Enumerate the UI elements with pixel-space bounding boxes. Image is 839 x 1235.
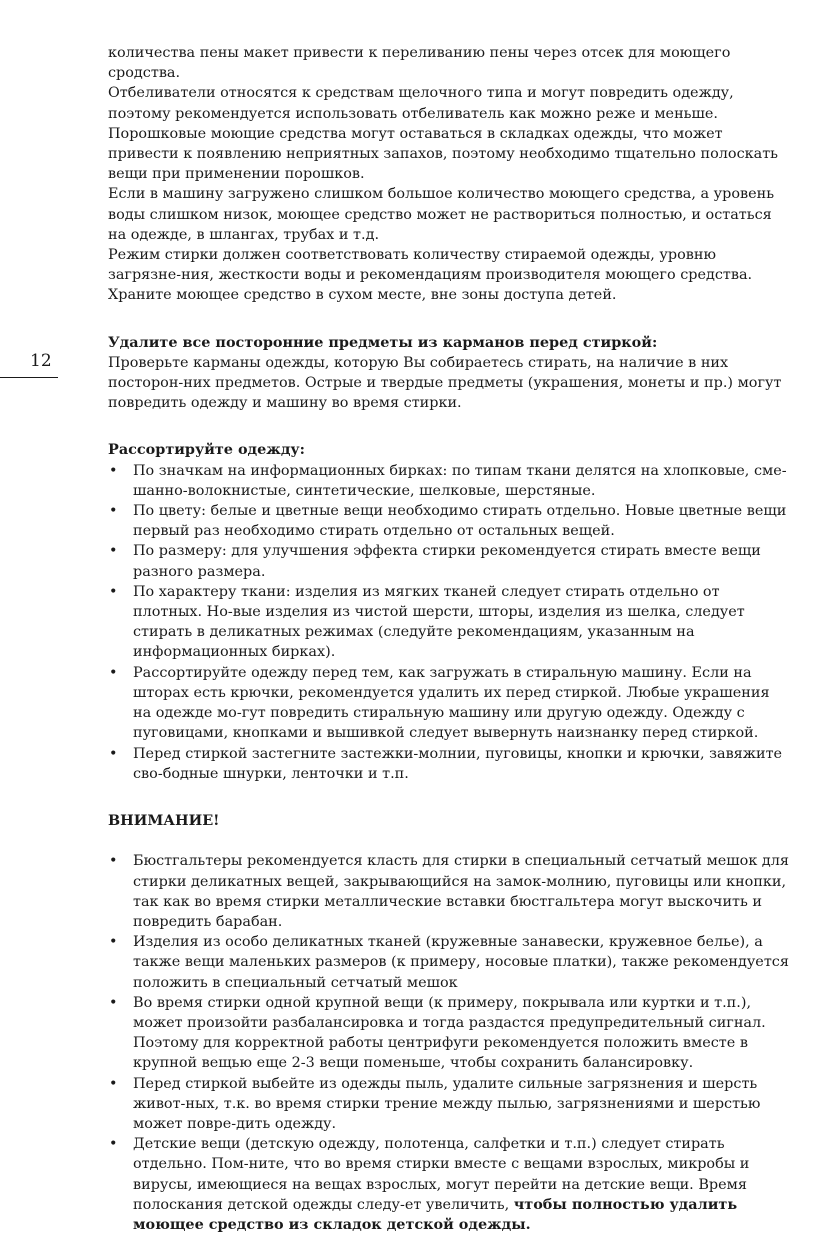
page-number-rule <box>0 377 58 378</box>
pockets-heading: Удалите все посторонние предметы из карманов перед стиркой: <box>108 333 658 351</box>
page-number: 12 <box>30 351 52 371</box>
intro-paragraph: Отбеливатели относятся к средствам щелочного типа и могут повредить одежду, поэтому рекомендуется использовать отбеливатель как можно реже и меньше. <box>108 85 734 122</box>
section-spacer <box>108 784 790 811</box>
intro-paragraph: Режим стирки должен соответствовать количеству стираемой одежды, уровню загрязне-ния, жесткости воды и рекомендациям производителя моющего средства. <box>108 247 753 284</box>
list-item-text: Детские вещи (детскую одежду, полотенца, салфетки и т.п.) следует стирать отдельно. Пом-ните, что во время стирки вместе с вещами взрослых, микробы и вирусы, имеющиеся на вещах взрослых, могут перейти на детские вещи. Время полоскания детской одежды следу-ет увеличить, <box>133 1136 750 1213</box>
sort-heading: Рассортируйте одежду: <box>108 441 305 459</box>
list-item: • Во время стирки одной крупной вещи (к примеру, покрывала или куртки и т.п.), может произойти разбалансировка и тогда раздастся предупредительный сигнал. Поэтому для корректной работы центрифуги рекомендуется положить вместе в крупной вещью еще 2-3 вещи поменьше, чтобы сохранить балансировку. <box>108 993 790 1074</box>
pockets-text: Проверьте карманы одежды, которую Вы собираетесь стирать, на наличие в них посторон-них предметов. Острые и твердые предметы (украшения, монеты и пр.) могут повредить одежду и машину во время стирки. <box>108 354 782 412</box>
list-item: • Перед стиркой выбейте из одежды пыль, удалите сильные загрязнения и шерсть живот-ных, т.к. во время стирки трение между пылью, загрязнениями и шерстью может повре-дить одежду. <box>108 1074 790 1135</box>
intro-paragraph: Если в машину загружено слишком большое количество моющего средства, а уровень воды слишком низок, моющее средство может не раствориться полностью, и остаться на одежде, в шлангах, трубах и т.д. <box>108 186 775 243</box>
attention-heading: ВНИМАНИЕ! <box>108 811 220 829</box>
list-item-bold-text: чтобы полностью удалить моющее средство из складок детской одежды. <box>133 1195 738 1233</box>
list-item: • По характеру ткани: изделия из мягких тканей следует стирать отдельно от плотных. Но-вые изделия из чистой шерсти, шторы, изделия из шелка, следует стирать в деликатных режимах (следуйте рекомендациям, указанным на информационных бирках). <box>108 582 790 663</box>
list-item: • По значкам на информационных бирках: по типам ткани делятся на хлопковые, сме-шанно-волокнистые, синтетические, шелковые, шерстяные. <box>108 461 790 501</box>
intro-paragraph: количества пены макет привести к переливанию пены через отсек для моющего сродства. <box>108 45 731 82</box>
list-item <box>108 1134 790 1235</box>
section-spacer <box>108 306 790 333</box>
list-item: • Перед стиркой застегните застежки-молнии, пуговицы, кнопки и крючки, завяжите сво-бодные шнурки, ленточки и т.п. <box>108 744 790 784</box>
list-item: • Бюстгальтеры рекомендуется класть для стирки в специальный сетчатый мешок для стирки деликатных вещей, закрывающийся на замок-молнию, пуговицы или кнопки, так как во время стирки металлические вставки бюстгальтера могут выскочить и повредить барабан. <box>108 851 790 932</box>
list-item: • По цвету: белые и цветные вещи необходимо стирать отдельно. Новые цветные вещи первый раз необходимо стирать отдельно от остальных вещей. <box>108 501 790 541</box>
sort-list <box>108 461 790 784</box>
list-item: • По размеру: для улучшения эффекта стирки рекомендуется стирать вместе вещи разного размера. <box>108 541 790 581</box>
section-spacer <box>108 831 790 851</box>
document-body <box>108 43 790 1235</box>
list-item: • Изделия из особо деликатных тканей (кружевные занавески, кружевное белье), а также вещи маленьких размеров (к примеру, носовые платки), также рекомендуется положить в специальный сетчатый мешок <box>108 932 790 993</box>
section-spacer <box>108 413 790 440</box>
list-item: • Рассортируйте одежду перед тем, как загружать в стиральную машину. Если на шторах есть крючки, рекомендуется удалить их перед стиркой. Любые украшения на одежде мо-гут повредить стиральную машину или другую одежду. Одежду с пуговицами, кнопками и вышивкой следует вывернуть наизнанку перед стиркой. <box>108 663 790 744</box>
attention-list <box>108 851 790 1235</box>
intro-paragraph: Храните моющее средство в сухом месте, вне зоны доступа детей. <box>108 287 617 304</box>
intro-paragraph: Порошковые моющие средства могут оставаться в складках одежды, что может привести к появлению неприятных запахов, поэтому необходимо тщательно полоскать вещи при применении порошков. <box>108 125 779 183</box>
